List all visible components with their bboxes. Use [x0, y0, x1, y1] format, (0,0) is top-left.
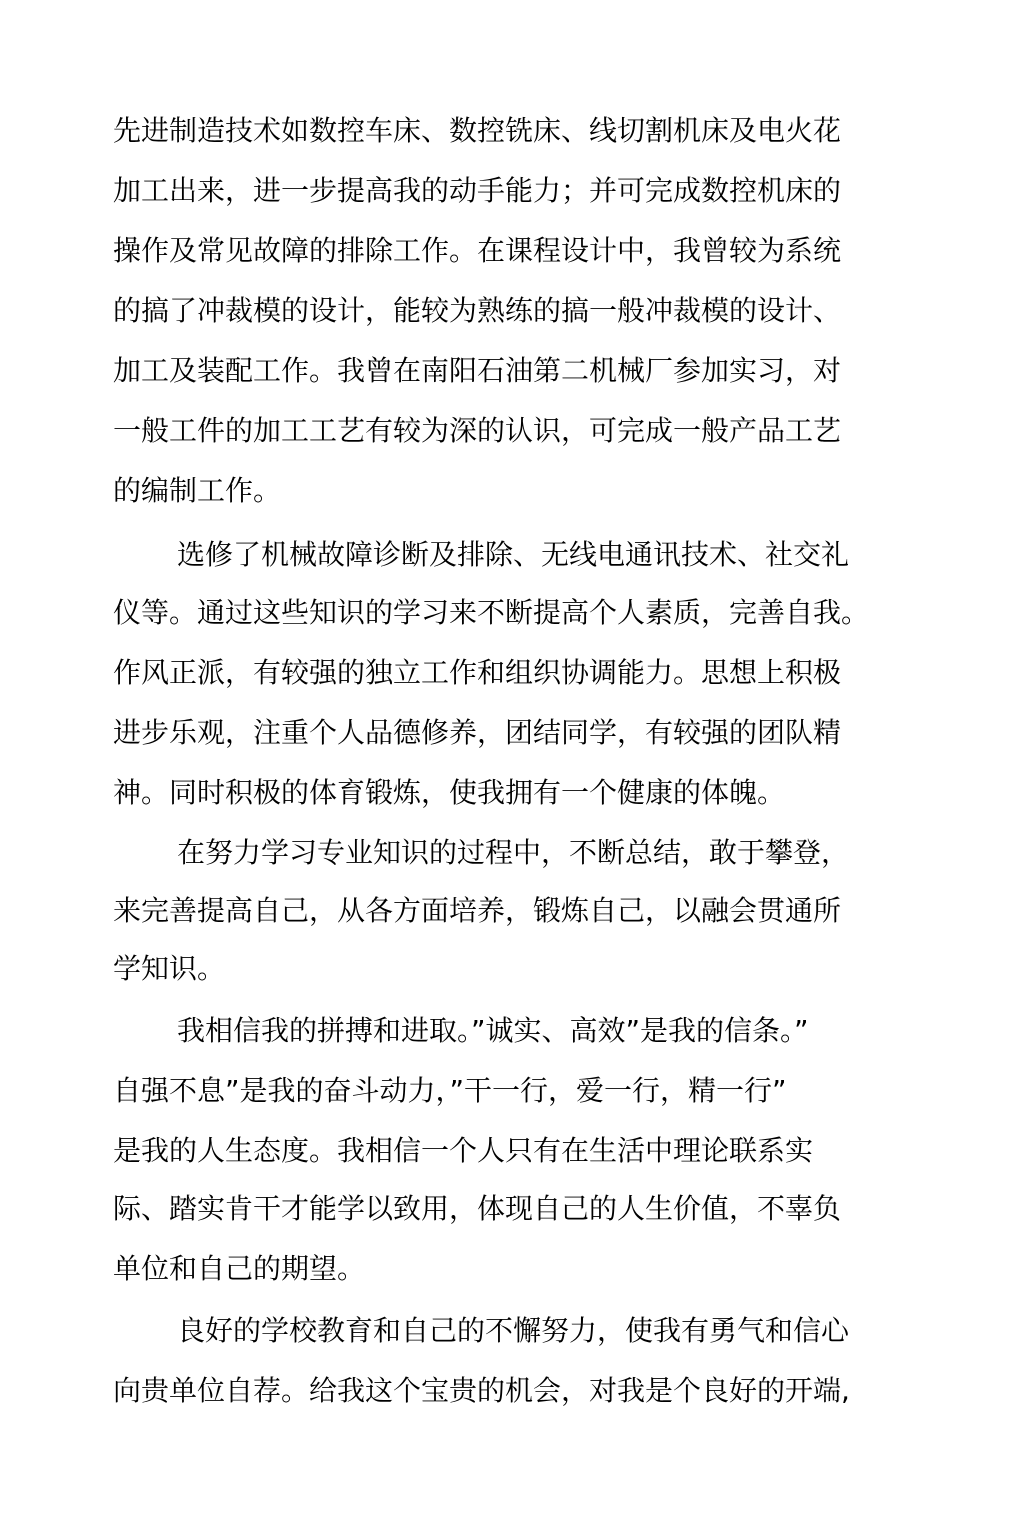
text-line: 来完善提高自己，从各方面培养，锻炼自己，以融会贯通所 — [113, 894, 842, 927]
text-line: 先进制造技术如数控车床、数控铣床、线切割机床及电火花 — [113, 114, 842, 147]
text-line: 自强不息”是我的奋斗动力，”干一行，爱一行，精一行” — [113, 1074, 787, 1107]
text-line: 是我的人生态度。我相信一个人只有在生活中理论联系实 — [113, 1134, 814, 1167]
paragraph-first-line: 在努力学习专业知识的过程中，不断总结，敢于攀登， — [177, 836, 850, 869]
text-line: 一般工件的加工工艺有较为深的认识，可完成一般产品工艺 — [113, 414, 842, 447]
paragraph-first-line: 我相信我的拼搏和进取。”诚实、高效”是我的信条。” — [177, 1014, 809, 1047]
text-line: 的搞了冲裁模的设计，能较为熟练的搞一般冲裁模的设计、 — [113, 294, 842, 327]
text-line: 操作及常见故障的排除工作。在课程设计中，我曾较为系统 — [113, 234, 842, 267]
paragraph-first-line: 良好的学校教育和自己的不懈努力，使我有勇气和信心 — [177, 1314, 850, 1347]
text-line: 仪等。通过这些知识的学习来不断提高个人素质，完善自我。 — [113, 596, 870, 629]
text-line: 向贵单位自荐。给我这个宝贵的机会，对我是个良好的开端, — [113, 1374, 850, 1407]
text-line: 神。同时积极的体育锻炼，使我拥有一个健康的体魄。 — [113, 776, 786, 809]
text-line: 学知识。 — [113, 952, 226, 985]
paragraph-first-line: 选修了机械故障诊断及排除、无线电通讯技术、社交礼 — [177, 538, 850, 571]
text-line: 加工出来，进一步提高我的动手能力；并可完成数控机床的 — [113, 174, 842, 207]
text-line: 际、踏实肯干才能学以致用，体现自己的人生价值，不辜负 — [113, 1192, 842, 1225]
text-line: 的编制工作。 — [113, 474, 282, 507]
text-line: 单位和自己的期望。 — [113, 1252, 366, 1285]
text-line: 进步乐观，注重个人品德修养，团结同学，有较强的团队精 — [113, 716, 842, 749]
text-line: 作风正派，有较强的独立工作和组织协调能力。思想上积极 — [113, 656, 842, 689]
text-line: 加工及装配工作。我曾在南阳石油第二机械厂参加实习，对 — [113, 354, 842, 387]
